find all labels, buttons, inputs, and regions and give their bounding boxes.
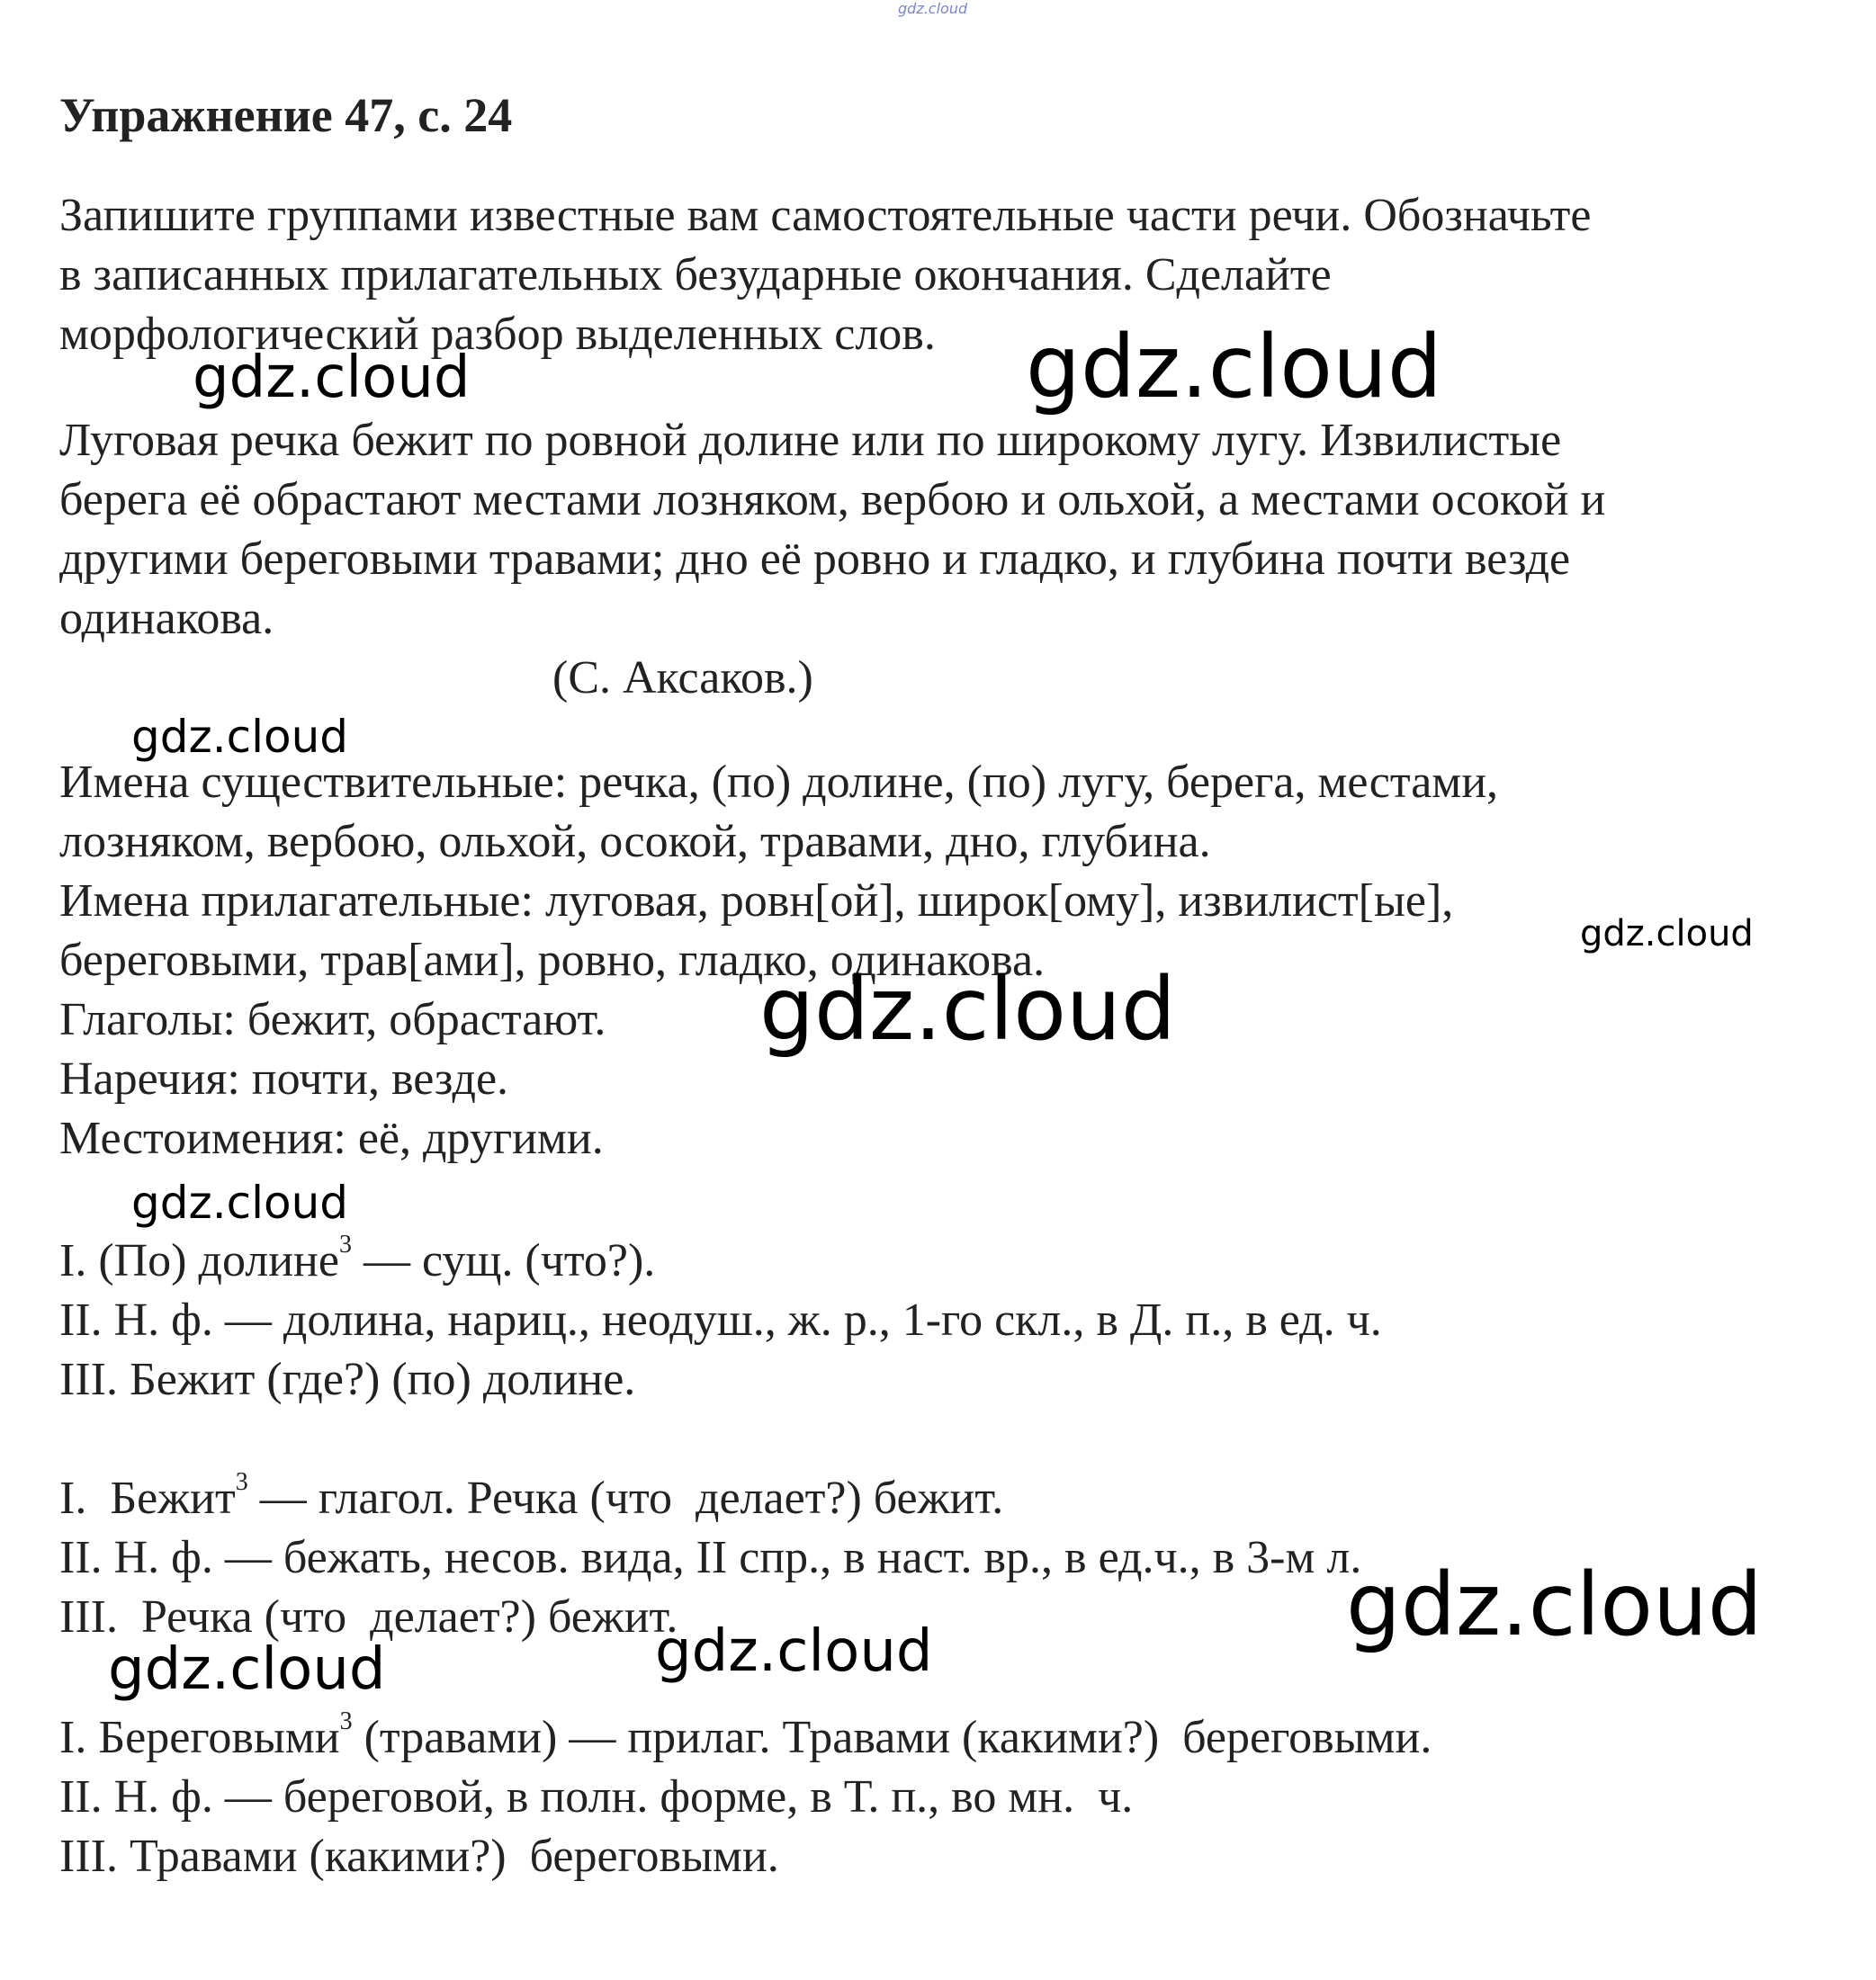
parse1-line-3: III. Бежит (где?) (по) долине. [59,1354,636,1405]
parse3-line-3: III. Травами (какими?) береговыми. [59,1831,779,1882]
passage-author: (С. Аксаков.) [552,652,813,703]
watermark: gdz.cloud [193,345,471,411]
passage-line-4: одинакова. [59,593,274,644]
parse1-line-2: II. Н. ф. — долина, нариц., неодуш., ж. р., 1-го скл., в Д. п., в ед. ч. [59,1295,1382,1346]
watermark: gdz.cloud [759,959,1176,1060]
watermark-top: gdz.cloud [898,0,968,17]
passage-line-3: другими береговыми травами; дно её ровно и гладко, и глубина почти везде [59,533,1571,585]
group-adjectives-1: Имена прилагательные: луговая, ровн[ой], широк[ому], извилист[ые], [59,875,1454,927]
parse1-line-1: I. (По) долине$^3$ — сущ. (что?). [59,1231,656,1286]
watermark: gdz.cloud [131,1177,349,1229]
parse3-line-1: I. Береговыми$^3$ (травами) — прилаг. Травами (какими?) береговыми. [59,1707,1432,1763]
task-line-2: в записанных прилагательных безударные окончания. Сделайте [59,249,1332,300]
watermark: gdz.cloud [131,711,349,763]
group-adverbs: Наречия: почти, везде. [59,1053,509,1105]
task-line-1: Запишите группами известные вам самостоятельные части речи. Обозначьте [59,190,1592,241]
group-adjectives-2: береговыми, трав[ами], ровно, гладко, одинакова. [59,935,1046,986]
parse2-line-1: I. Бежит$^3$ — глагол. Речка (что делает?) бежит. [59,1468,1004,1524]
parse2-line-2: II. Н. ф. — бежать, несов. вида, II спр., в наст. вр., в ед.ч., в 3-м л. [59,1532,1362,1583]
watermark: gdz.cloud [108,1636,386,1703]
watermark: gdz.cloud [1346,1554,1763,1655]
parse3-line-2: II. Н. ф. — береговой, в полн. форме, в Т. п., во мн. ч. [59,1771,1134,1823]
passage-line-2: берега её обрастают местами лозняком, вербою и ольхой, а местами осокой и [59,474,1606,525]
watermark: gdz.cloud [655,1618,933,1685]
group-nouns-1: Имена существительные: речка, (по) долине, (по) лугу, берега, местами, [59,757,1499,808]
watermark: gdz.cloud [1026,317,1442,417]
group-verbs: Глаголы: бежит, обрастают. [59,994,606,1045]
group-nouns-2: лозняком, вербою, ольхой, осокой, травами, дно, глубина. [59,816,1211,867]
group-pronouns: Местоимения: её, другими. [59,1113,604,1164]
passage-line-1: Луговая речка бежит по ровной долине или по широкому лугу. Извилистые [59,415,1562,466]
exercise-title: Упражнение 47, с. 24 [59,88,513,142]
task-line-3: морфологический разбор выделенных слов. [59,309,936,360]
watermark: gdz.cloud [1580,913,1754,954]
parse2-line-3: III. Речка (что делает?) бежит. [59,1591,678,1643]
